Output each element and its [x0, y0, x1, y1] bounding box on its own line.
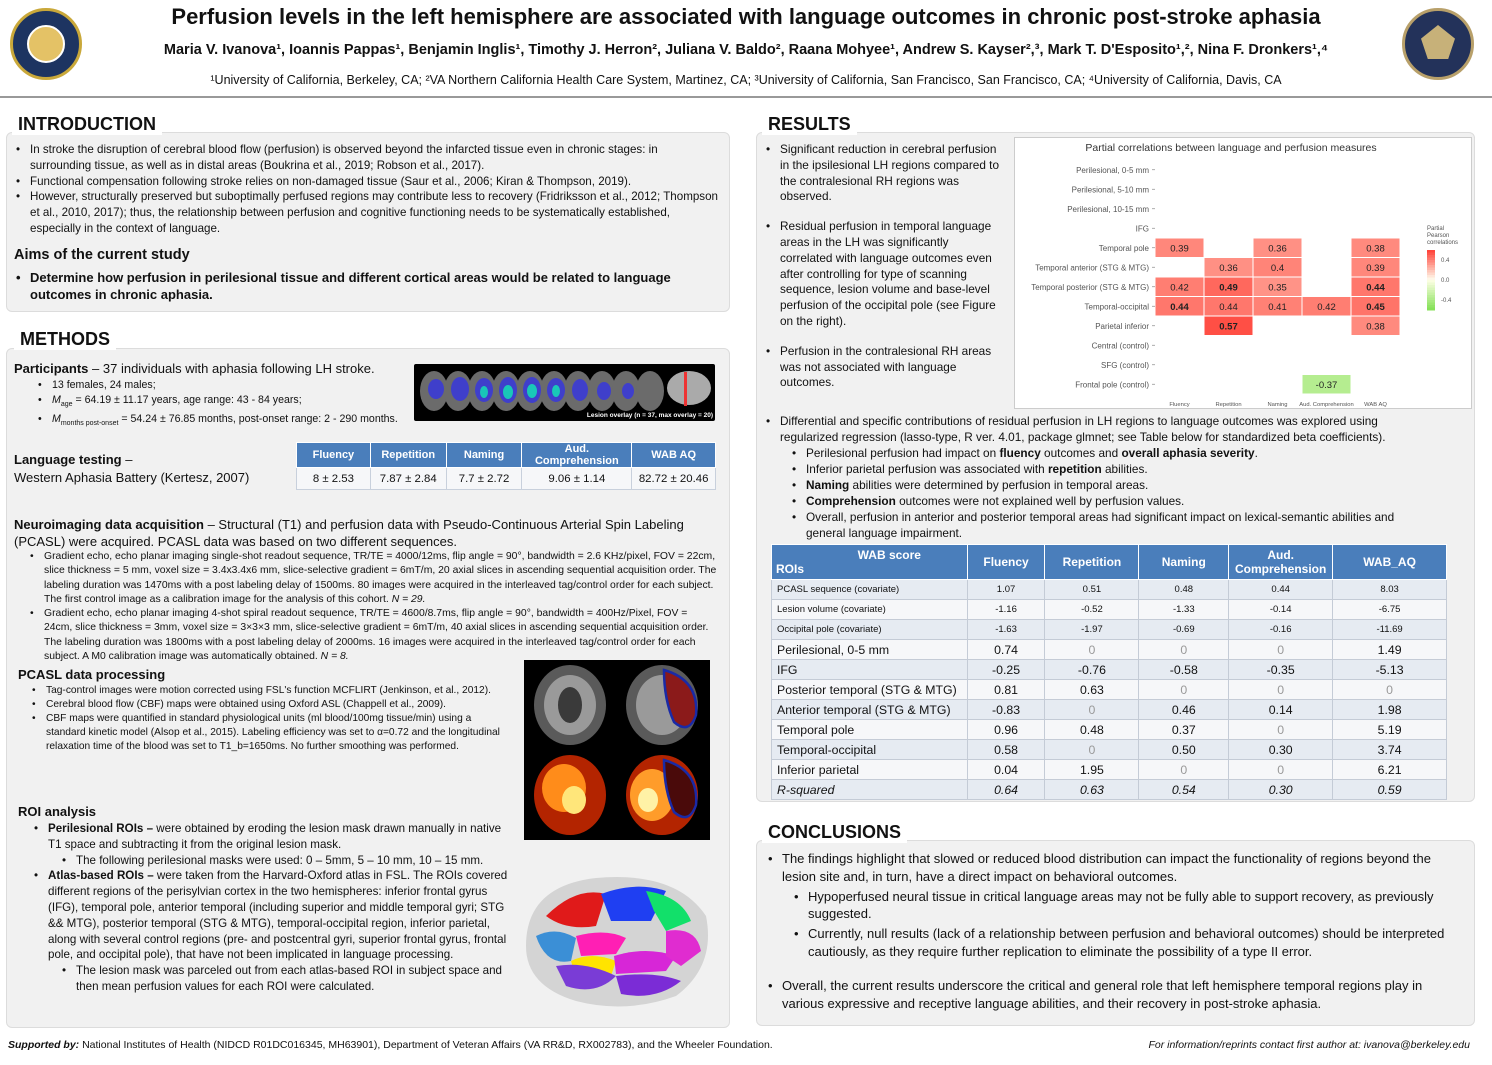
results-sub-bullet: • Comprehension outcomes were not explained well by perfusion values. [790, 493, 1424, 509]
participants-line: Participants – 37 individuals with aphasia following LH stroke. [14, 361, 375, 376]
heatmap-row-label: Temporal anterior (STG & MTG) [1035, 263, 1149, 273]
heatmap-row-label: Perilesional, 10-15 mm [1067, 204, 1149, 214]
reg-col-header: Naming [1139, 545, 1229, 580]
language-testing-battery: Western Aphasia Battery (Kertesz, 2007) [14, 470, 250, 485]
conclusions-bullet: • The findings highlight that slowed or reduced blood distribution can impact the functionality of regions beyond the lesion site and, in turn, have a direct impact on behavioral outcomes. [766, 850, 1466, 886]
aims-heading: Aims of the current study [14, 247, 190, 263]
reg-table-row [772, 780, 1447, 800]
reg-cell: 0 [1045, 640, 1139, 660]
heatmap-col-label: Aud. Comprehension [1299, 402, 1354, 408]
conclusions-bullet: • Overall, the current results underscore the critical and general role that left hemisphere temporal regions play in various expressive and receptive language abilities, and their recovery in post-stroke aphasia. [766, 977, 1466, 1013]
conclusions-sub-bullet: • Currently, null results (lack of a relationship between perfusion and behavioral outcomes) should be interpreted cautiously, as they require further replication to eliminate the possibility of a type II error. [792, 925, 1466, 961]
heatmap-legend-tick: 0.0 [1441, 278, 1450, 284]
heatmap-row-label: Temporal pole [1098, 243, 1149, 253]
heatmap-col-label: WAB AQ [1364, 402, 1387, 408]
reg-cell: 0.50 [1139, 740, 1229, 760]
results-heading: RESULTS [762, 114, 857, 135]
heatmap-row-label: IFG [1135, 224, 1149, 234]
heatmap-cell-label: 0.44 [1219, 301, 1238, 313]
reg-cell: 0.46 [1139, 700, 1229, 720]
header-divider [0, 96, 1492, 98]
pcasl-bullet: • Cerebral blood flow (CBF) maps were obtained using Oxford ASL (Chappell et al., 2009). [30, 698, 510, 712]
heatmap-legend-title: Partial Pearson correlations [1427, 226, 1459, 246]
regression-table [771, 544, 1447, 800]
poster-title: Perfusion levels in the left hemisphere are associated with language outcomes in chronic post-stroke aphasia [171, 4, 1321, 29]
reg-cell: -0.52 [1045, 600, 1139, 620]
lang-col-header: Repetition [370, 443, 446, 468]
funding-note: Supported by: National Institutes of Health (NIDCD R01DC016345, MH63901), Department of Veteran Affairs (VA RR&D, RX002783), and the Wheeler Foundation. [8, 1039, 773, 1051]
reg-cell: -0.14 [1229, 600, 1333, 620]
heatmap-legend-swatch [1427, 308, 1435, 311]
reg-cell: 1.07 [967, 580, 1045, 600]
neuroimaging-intro: Neuroimaging data acquisition – Structural (T1) and perfusion data with Pseudo-Continuous Arterial Spin Labeling (PCASL) were acquired. PCASL data was based on two different sequences. [14, 517, 684, 549]
reg-cell: 0.30 [1229, 740, 1333, 760]
reg-col-header: Repetition [1045, 545, 1139, 580]
heatmap-row-label: Temporal-occipital [1084, 302, 1149, 312]
reg-col-header: Fluency [967, 545, 1045, 580]
intro-bullet: • In stroke the disruption of cerebral blood flow (perfusion) is observed beyond the infarcted tissue even in chronic stages: in surrounding tissue, as well as in distal areas (Boukrina et al., 2019; Robson et al., 2017). [14, 142, 719, 174]
results-bullets-bottom [764, 413, 1424, 541]
brain-scans-image [524, 660, 710, 840]
reg-table-row [772, 700, 1447, 720]
heatmap-cell-label: 0.44 [1366, 282, 1385, 294]
heatmap-cell-label: 0.41 [1268, 301, 1287, 313]
reg-cell: 1.98 [1333, 700, 1447, 720]
heatmap-cell-label: 0.39 [1366, 262, 1385, 274]
reg-cell: -0.76 [1045, 660, 1139, 680]
pcasl-heading: PCASL data processing [18, 667, 166, 682]
reg-table-row [772, 760, 1447, 780]
author-list: Maria V. Ivanova¹, Ioannis Pappas¹, Benjamin Inglis¹, Timothy J. Herron², Juliana V. Baldo², Raana Mohyee¹, Andrew S. Kayser²,³, Mark T. D'Esposito¹,², Nina F. Dronkers¹,⁴ [163, 42, 1329, 58]
reg-cell: 0.48 [1045, 720, 1139, 740]
language-testing-label: Language testing – [14, 452, 133, 467]
reg-cell: 0.63 [1045, 680, 1139, 700]
lang-cell: 82.72 ± 20.46 [632, 468, 716, 490]
atlas-brain-drawing [516, 866, 716, 1014]
heatmap-row-label: SFG (control) [1100, 360, 1149, 370]
pcasl-bullet: • CBF maps were quantified in standard physiological units (ml blood/100mg tissue/min) using a standard kinetic model (Alsop et al., 2015). Labeling efficiency was set to α=0.72 and the longitudinal relaxation time of the blood was set to T1_b=1650ms. No further smoothing was performed. [30, 712, 510, 754]
reg-cell: 0.96 [967, 720, 1045, 740]
reg-cell: 0.48 [1139, 580, 1229, 600]
participants-bullet: • $M_{months post-onset} = 54.24 \pm 76.85$ months, post-onset range: 2 - 290 months. [36, 412, 416, 431]
reg-cell: -1.63 [967, 620, 1045, 640]
heatmap-svg [1015, 138, 1473, 410]
heatmap-cell-label: 0.39 [1170, 243, 1189, 255]
reg-cell: 0.04 [967, 760, 1045, 780]
participants-label: Participants [14, 361, 89, 376]
reg-cell: -1.33 [1139, 600, 1229, 620]
reg-cell: -11.69 [1333, 620, 1447, 640]
overlay-caption: Lesion overlay (n = 37, max overlay = 20) [586, 412, 713, 419]
intro-bullet: • Functional compensation following stroke relies on non-damaged tissue (Saur et al., 2006; Kiran & Thompson, 2019). [14, 174, 719, 190]
reg-cell: 0.58 [967, 740, 1045, 760]
reg-row-label: Temporal pole [772, 720, 968, 740]
reg-cell: -0.35 [1229, 660, 1333, 680]
heatmap-cell-label: 0.42 [1170, 282, 1189, 294]
roi-heading: ROI analysis [18, 804, 97, 819]
reg-table-row [772, 660, 1447, 680]
reg-row-label: Perilesional, 0-5 mm [772, 640, 968, 660]
roi-sub-bullet: • The lesion mask was parceled out from each atlas-based ROI in subject space and then mean perfusion values for each ROI were calculated. [60, 963, 510, 995]
reg-row-label: R-squared [772, 780, 968, 800]
reg-cell: -0.83 [967, 700, 1045, 720]
reg-cell: 0 [1139, 640, 1229, 660]
correlation-heatmap [1014, 137, 1472, 409]
language-scores-table [296, 442, 716, 490]
reg-row-label: Posterior temporal (STG & MTG) [772, 680, 968, 700]
reg-cell: -5.13 [1333, 660, 1447, 680]
heatmap-col-label: Repetition [1215, 402, 1242, 408]
methods-heading: METHODS [14, 329, 116, 350]
reg-cell: 0 [1229, 680, 1333, 700]
reg-cell: -0.25 [967, 660, 1045, 680]
reg-cell: 0.30 [1229, 780, 1333, 800]
brain-scans-drawing [524, 660, 710, 840]
lang-col-header: Aud. Comprehension [522, 443, 632, 468]
heatmap-legend-tick: -0.4 [1441, 298, 1452, 304]
roi-bullets [32, 821, 510, 995]
neuroimaging-bullet: • Gradient echo, echo planar imaging 4-shot spiral readout sequence, TR/TE = 4600/8.7ms, flip angle = 90°, bandwidth = 400Hz/Pixel, FOV = 24cm, slice thickness = 3mm, voxel size = 3×3×3 mm, slice-selective gradient = 6mT/m, 40 axial slices in ascending sequential acquisition order. The labeling duration was 1800ms with a post labeling delay of 2000ms. 16 images were acquired in the interleaved tag/control order for each subject. A M0 calibration image was automatically obtained. N = 8. [28, 607, 718, 664]
aims-text: • Determine how perfusion in perilesional tissue and different cortical areas would be related to language outcomes in chronic aphasia. [14, 269, 719, 303]
lang-cell: 8 ± 2.53 [297, 468, 371, 490]
reg-row-label: Anterior temporal (STG & MTG) [772, 700, 968, 720]
heatmap-legend-tick: 0.4 [1441, 258, 1450, 264]
reg-cell: 0.63 [1045, 780, 1139, 800]
reg-table-row [772, 680, 1447, 700]
heatmap-col-label: Naming [1267, 402, 1288, 408]
intro-bullet: • However, structurally preserved but suboptimally perfused regions may contribute less to recovery (Fridriksson et al., 2012; Thompson et al., 2010, 2017); thus, the relationship between perfusion and cognitive functioning needs to be systematically established, especially in the context of language. [14, 189, 719, 236]
roi-bullet-perilesional: • Perilesional ROIs – were obtained by eroding the lesion mask drawn manually in native T1 space and subtracting it from the original lesion mask. [32, 821, 510, 853]
reg-row-label: Lesion volume (covariate) [772, 600, 968, 620]
reg-table-row [772, 580, 1447, 600]
reg-cell: 6.21 [1333, 760, 1447, 780]
reg-cell: -0.69 [1139, 620, 1229, 640]
heatmap-row-label: Parietal inferior [1095, 321, 1149, 331]
heatmap-row-label: Perilesional, 0-5 mm [1076, 165, 1149, 175]
heatmap-cell-label: 0.57 [1219, 321, 1238, 333]
introduction-bullets [14, 142, 719, 237]
conclusions-sub-bullet: • Hypoperfused neural tissue in critical language areas may not be fully able to support recovery, as previously suggested. [792, 888, 1466, 924]
reg-cell: 8.03 [1333, 580, 1447, 600]
results-bullet: • Residual perfusion in temporal language areas in the LH was significantly correlated with language outcomes even after controlling for type of scanning sequence, lesion volume and base-level perfusion of the occipital pole (see Figure on the right). [764, 219, 1002, 330]
reg-col-header: WAB_AQ [1333, 545, 1447, 580]
results-bullet: • Perfusion in the contralesional RH areas was not associated with language outcomes. [764, 344, 1002, 391]
reg-cell: 0.14 [1229, 700, 1333, 720]
roi-sub-bullet: • The following perilesional masks were used: 0 – 5mm, 5 – 10 mm, 10 – 15 mm. [60, 853, 510, 869]
lang-col-header: Fluency [297, 443, 371, 468]
heatmap-cell-label: 0.38 [1366, 243, 1385, 255]
reg-cell: 0.81 [967, 680, 1045, 700]
contact-note: For information/reprints contact first author at: ivanova@berkeley.edu [1148, 1039, 1470, 1051]
reg-row-label: IFG [772, 660, 968, 680]
reg-cell: 0 [1045, 700, 1139, 720]
reg-cell: 0.54 [1139, 780, 1229, 800]
lang-cell: 7.87 ± 2.84 [370, 468, 446, 490]
reg-corner-header: WAB score ROIs [772, 545, 968, 580]
reg-cell: -6.75 [1333, 600, 1447, 620]
reg-cell: 0 [1229, 760, 1333, 780]
reg-cell: 0 [1333, 680, 1447, 700]
heatmap-cell-label: 0.4 [1270, 262, 1285, 274]
results-sub-bullet: • Overall, perfusion in anterior and posterior temporal areas had significant impact on lexical-semantic abilities and general language impairment. [790, 509, 1424, 541]
heatmap-row-label: Central (control) [1091, 341, 1149, 351]
lang-cell: 9.06 ± 1.14 [522, 468, 632, 490]
heatmap-cell-label: 0.49 [1219, 282, 1238, 294]
results-sub-bullet: • Inferior parietal perfusion was associated with repetition abilities. [790, 461, 1424, 477]
lang-col-header: Naming [446, 443, 522, 468]
reg-col-header: Aud. Comprehension [1229, 545, 1333, 580]
heatmap-row-label: Perilesional, 5-10 mm [1071, 185, 1149, 195]
heatmap-cell-label: 0.35 [1268, 282, 1287, 294]
heatmap-title: Partial correlations between language and perfusion measures [1085, 142, 1377, 154]
heatmap-plot-area [1155, 160, 1400, 394]
heatmap-cell-label: 0.45 [1366, 301, 1385, 313]
neuroimaging-bullet: • Gradient echo, echo planar imaging single-shot readout sequence, TR/TE = 4000/12ms, flip angle = 90°, bandwidth = 2.6 KHz/pixel, FOV = 22cm, slice thickness = 5 mm, voxel size = 3.4x3.4x6 mm, slice-selective gradient = 6mT/m, 20 axial slices in ascending sequential acquisition order. The labeling duration was 1470ms with a post labeling delay of 1500ms. 80 images were acquired in the interleaved tag/control order for each subject. The first control image as a calibration image for the analysis of this cohort. N = 29. [28, 550, 718, 607]
reg-cell: 0 [1229, 720, 1333, 740]
heatmap-cell-label: 0.36 [1219, 262, 1238, 274]
reg-cell: 5.19 [1333, 720, 1447, 740]
results-sub-bullet: • Perilesional perfusion had impact on fluency outcomes and overall aphasia severity. [790, 445, 1424, 461]
conclusions-heading: CONCLUSIONS [762, 822, 907, 843]
reg-cell: 1.95 [1045, 760, 1139, 780]
conclusions-bullets [766, 850, 1466, 1012]
pcasl-bullets [30, 684, 510, 754]
atlas-brain-image [516, 866, 716, 1014]
results-bullet: • Significant reduction in cerebral perfusion in the ipsilesional LH regions compared to the contralesional RH regions was observed. [764, 142, 1002, 205]
pcasl-bullet: • Tag-control images were motion corrected using FSL's function MCFLIRT (Jenkinson, et al., 2012). [30, 684, 510, 698]
reg-cell: -0.58 [1139, 660, 1229, 680]
reg-row-label: Temporal-occipital [772, 740, 968, 760]
heatmap-col-label: Fluency [1169, 402, 1190, 408]
reg-cell: -1.16 [967, 600, 1045, 620]
reg-table-row [772, 740, 1447, 760]
lang-cell: 7.7 ± 2.72 [446, 468, 522, 490]
reg-cell: 0.59 [1333, 780, 1447, 800]
heatmap-row-label: Frontal pole (control) [1075, 380, 1149, 390]
participants-bullet: • $M_{age} = 64.19 \pm 11.17$ years, age range: 43 - 84 years; [36, 393, 416, 412]
participants-bullet: • 13 females, 24 males; [36, 378, 416, 393]
affiliations: ¹University of California, Berkeley, CA; ²VA Northern California Health Care System, Martinez, CA; ³University of California, San Francisco, San Francisco, CA; ⁴University of California, Davis, CA [210, 73, 1282, 87]
results-bullet: • Differential and specific contributions of residual perfusion in LH regions to language outcomes was explored using regularized regression (lasso-type, R ver. 4.01, package glmnet; see Table below for standardized beta coefficients). [764, 413, 1424, 445]
participants-bullets [36, 378, 416, 431]
heatmap-cell-label: 0.38 [1366, 321, 1385, 333]
neuroimaging-bullets [28, 550, 718, 664]
reg-cell: 0 [1139, 760, 1229, 780]
heatmap-cell-label: 0.42 [1317, 301, 1336, 313]
heatmap-cell-label: 0.44 [1170, 301, 1189, 313]
reg-cell: -0.16 [1229, 620, 1333, 640]
reg-row-label: Inferior parietal [772, 760, 968, 780]
introduction-heading: INTRODUCTION [12, 114, 162, 135]
heatmap-row-label: Temporal posterior (STG & MTG) [1031, 282, 1149, 292]
reg-cell: 0 [1229, 640, 1333, 660]
reg-table-row [772, 640, 1447, 660]
reg-row-label: Occipital pole (covariate) [772, 620, 968, 640]
reg-cell: 0 [1045, 740, 1139, 760]
reg-cell: 0.51 [1045, 580, 1139, 600]
roi-bullet-atlas: • Atlas-based ROIs – were taken from the Harvard-Oxford atlas in FSL. The ROIs covered different regions of the perisylvian cortex in the two hemispheres: inferior frontal gyrus (IFG), temporal pole, anterior temporal (including superior and middle temporal gyri; STG && MTG), posterior temporal (STG & MTG), temporal-occipital region, inferior parietal, along with several control regions (pre- and postcentral gyri, superior frontal gyrus, frontal pole, and occipital pole), that have not been implicated in language processing. [32, 868, 510, 963]
heatmap-cell-label: -0.37 [1315, 379, 1338, 391]
results-bullets-top [764, 142, 1002, 391]
lesion-overlay-image [414, 364, 715, 421]
reg-row-label: PCASL sequence (covariate) [772, 580, 968, 600]
reg-cell: 0.44 [1229, 580, 1333, 600]
reg-cell: 3.74 [1333, 740, 1447, 760]
lang-col-header: WAB AQ [632, 443, 716, 468]
reg-cell: -1.97 [1045, 620, 1139, 640]
reg-cell: 0.74 [967, 640, 1045, 660]
heatmap-cell-label: 0.36 [1268, 243, 1287, 255]
reg-cell: 1.49 [1333, 640, 1447, 660]
reg-table-row [772, 720, 1447, 740]
reg-cell: 0.64 [967, 780, 1045, 800]
results-sub-bullet: • Naming abilities were determined by perfusion in temporal areas. [790, 477, 1424, 493]
reg-table-row [772, 600, 1447, 620]
reg-table-row [772, 620, 1447, 640]
reg-cell: 0.37 [1139, 720, 1229, 740]
reg-cell: 0 [1139, 680, 1229, 700]
